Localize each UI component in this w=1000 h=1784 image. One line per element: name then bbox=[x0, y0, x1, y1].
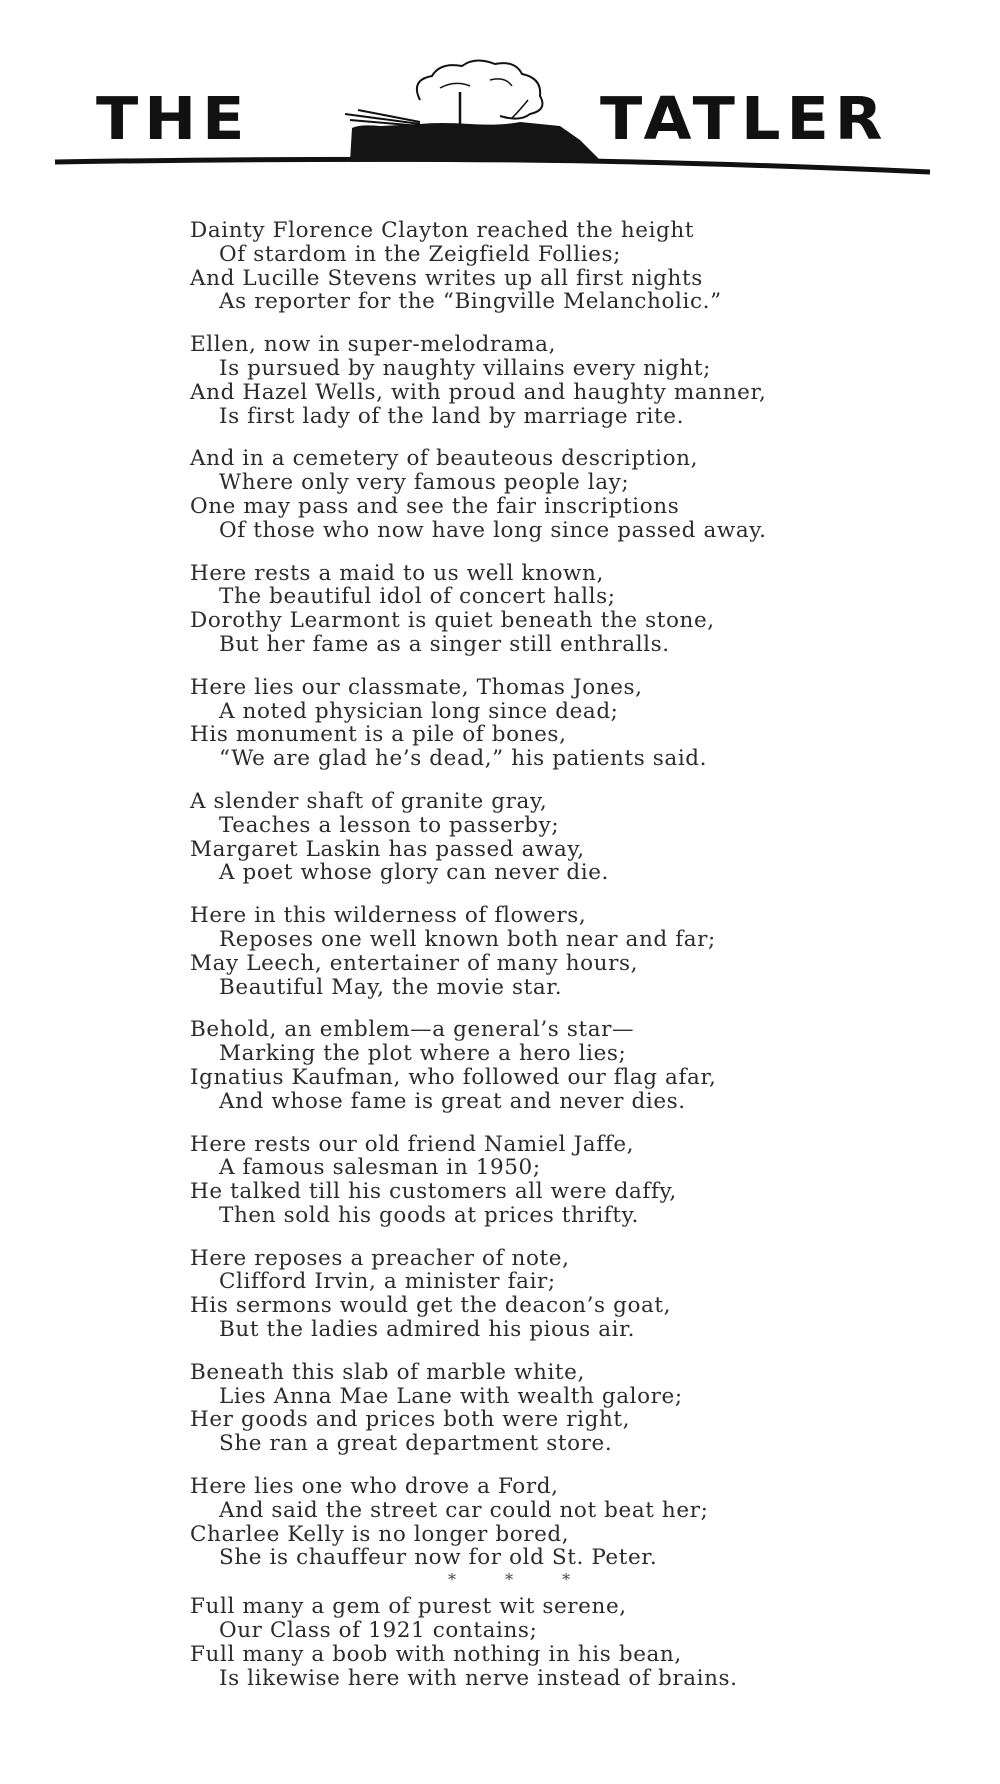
poem-line: A famous salesman in 1950; bbox=[219, 1155, 541, 1181]
poem bbox=[190, 219, 950, 1709]
poem-line: Here rests a maid to us well known, bbox=[190, 560, 604, 586]
masthead-title-right: TATLER bbox=[600, 83, 889, 154]
poem-line: But her fame as a singer still enthralls. bbox=[219, 631, 670, 657]
poem-line: Is likewise here with nerve instead of brains. bbox=[219, 1665, 738, 1691]
poem-line: Here rests our old friend Namiel Jaffe, bbox=[190, 1131, 635, 1157]
stanza bbox=[190, 1361, 950, 1456]
landmass-shape bbox=[350, 122, 600, 162]
poem-line: And said the street car could not beat her; bbox=[219, 1497, 709, 1523]
stanza bbox=[190, 1595, 950, 1690]
poem-line: Then sold his goods at prices thrifty. bbox=[219, 1202, 639, 1228]
poem-line: May Leech, entertainer of many hours, bbox=[190, 950, 639, 976]
poem-line: Is pursued by naughty villains every night; bbox=[219, 355, 711, 381]
poem-line: Our Class of 1921 contains; bbox=[219, 1618, 538, 1644]
poem-line: And in a cemetery of beauteous description, bbox=[190, 446, 699, 472]
poem-line: Clifford Irvin, a minister fair; bbox=[219, 1269, 556, 1295]
poem-line: A noted physician long since dead; bbox=[219, 698, 619, 724]
poem-line: Reposes one well known both near and far; bbox=[219, 926, 716, 952]
stanza bbox=[190, 676, 950, 771]
stanza bbox=[190, 333, 950, 428]
poem-line: Full many a boob with nothing in his bean, bbox=[190, 1641, 682, 1667]
poem-line: Of stardom in the Zeigfield Follies; bbox=[219, 241, 621, 267]
poem-line: Margaret Laskin has passed away, bbox=[190, 836, 585, 862]
poem-line: She ran a great department store. bbox=[219, 1431, 613, 1457]
stanza bbox=[190, 904, 950, 999]
poem-line: Here lies our classmate, Thomas Jones, bbox=[190, 674, 643, 700]
poem-line: And Hazel Wells, with proud and haughty manner, bbox=[190, 379, 767, 405]
poem-line: Where only very famous people lay; bbox=[219, 470, 630, 496]
ray-lines bbox=[345, 110, 420, 126]
poem-line: Teaches a lesson to passerby; bbox=[219, 812, 560, 838]
cloud-shape bbox=[417, 60, 543, 118]
stanza bbox=[190, 1475, 950, 1570]
stanza bbox=[190, 219, 950, 314]
stanza bbox=[190, 1133, 950, 1228]
poem-line: Charlee Kelly is no longer bored, bbox=[190, 1521, 570, 1547]
poem-line: Ellen, now in super-melodrama, bbox=[190, 332, 557, 358]
poem-line: One may pass and see the fair inscriptions bbox=[190, 493, 680, 519]
poem-line: Beneath this slab of marble white, bbox=[190, 1359, 585, 1385]
poem-line: But the ladies admired his pious air. bbox=[219, 1317, 636, 1343]
poem-line: And Lucille Stevens writes up all first nights bbox=[190, 265, 703, 291]
poem-line: Full many a gem of purest wit serene, bbox=[190, 1594, 627, 1620]
stanza bbox=[190, 790, 950, 885]
poem-line: Beautiful May, the movie star. bbox=[219, 974, 563, 1000]
poem-line: She is chauffeur now for old St. Peter. bbox=[219, 1545, 658, 1571]
poem-line: Behold, an emblem—a general’s star— bbox=[190, 1017, 635, 1043]
stanza bbox=[190, 447, 950, 542]
masthead-title-left: THE bbox=[96, 83, 251, 154]
poem-line: Dainty Florence Clayton reached the height bbox=[190, 218, 695, 243]
poem-line: And whose fame is great and never dies. bbox=[219, 1088, 686, 1114]
poem-line: His sermons would get the deacon’s goat, bbox=[190, 1293, 672, 1319]
poem-line: As reporter for the “Bingville Melancholic.” bbox=[219, 289, 722, 315]
poem-line: The beautiful idol of concert halls; bbox=[219, 584, 616, 610]
poem-line: “We are glad he’s dead,” his patients said. bbox=[219, 746, 708, 772]
poem-line: Lies Anna Mae Lane with wealth galore; bbox=[219, 1383, 683, 1409]
stanza bbox=[190, 562, 950, 657]
section-divider: * * * bbox=[448, 1570, 593, 1590]
poem-line: Ignatius Kaufman, who followed our flag afar, bbox=[190, 1064, 717, 1090]
poem-line: Dorothy Learmont is quiet beneath the stone, bbox=[190, 608, 715, 634]
masthead bbox=[0, 0, 1000, 190]
poem-line: A poet whose glory can never die. bbox=[219, 860, 609, 886]
stanza bbox=[190, 1247, 950, 1342]
poem-line: Of those who now have long since passed away. bbox=[219, 517, 767, 543]
poem-line: Here reposes a preacher of note, bbox=[190, 1245, 570, 1271]
poem-line: A slender shaft of granite gray, bbox=[190, 788, 548, 814]
poem-line: Here in this wilderness of flowers, bbox=[190, 903, 587, 929]
poem-line: He talked till his customers all were daffy, bbox=[190, 1179, 677, 1205]
poem-line: Here lies one who drove a Ford, bbox=[190, 1474, 559, 1500]
poem-line: Is first lady of the land by marriage rite. bbox=[219, 403, 685, 429]
poem-line: Her goods and prices both were right, bbox=[190, 1407, 631, 1433]
poem-line: Marking the plot where a hero lies; bbox=[219, 1041, 627, 1067]
masthead-rule bbox=[55, 159, 930, 172]
stanza bbox=[190, 1018, 950, 1113]
poem-line: His monument is a pile of bones, bbox=[190, 722, 567, 748]
